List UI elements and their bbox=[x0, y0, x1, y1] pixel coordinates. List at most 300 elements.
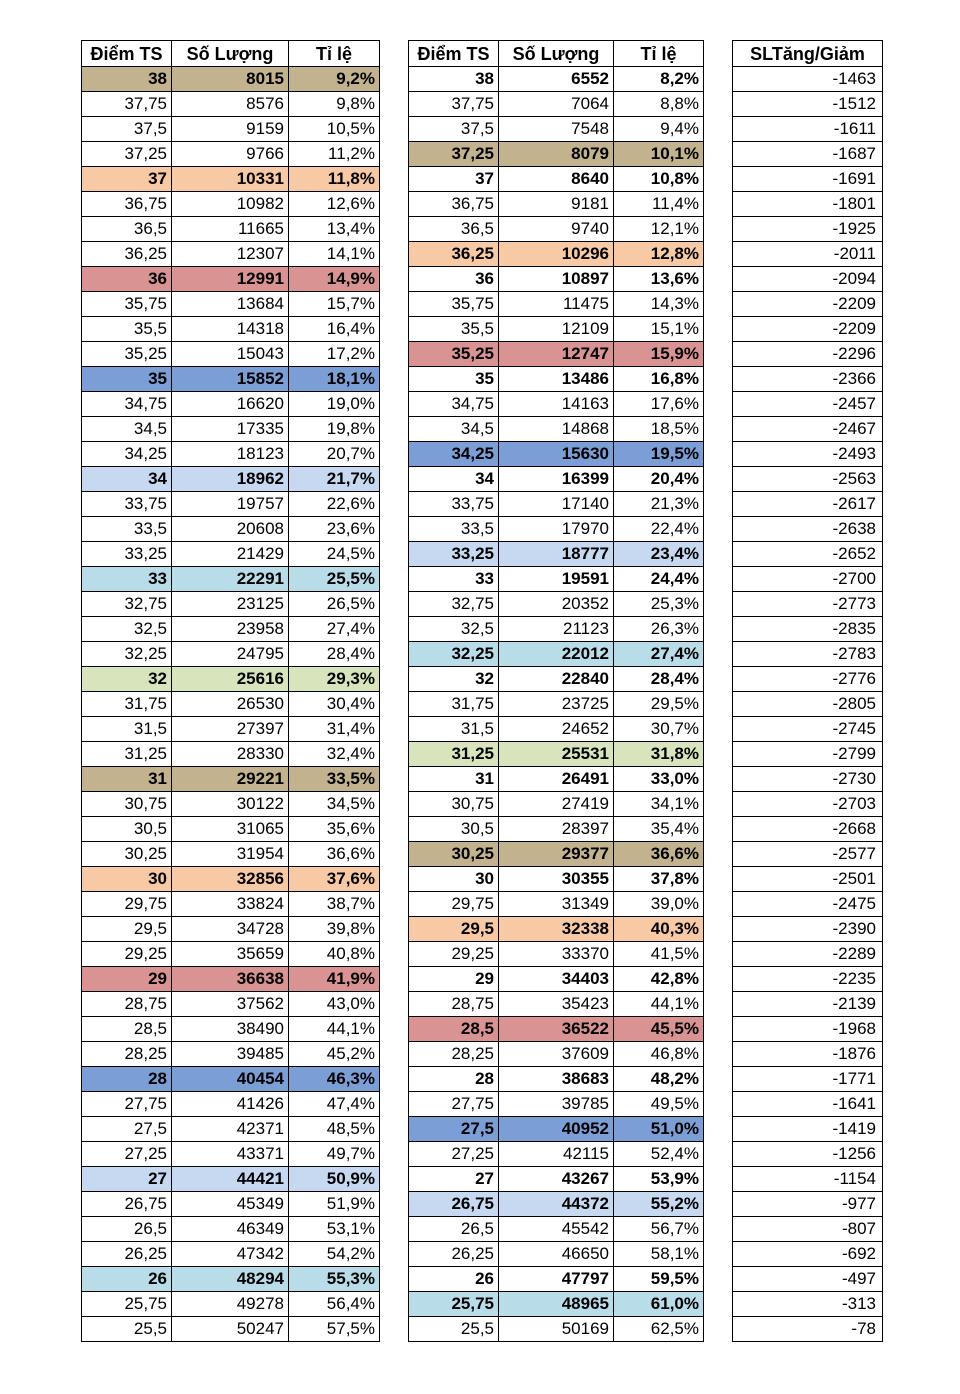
table-row bbox=[82, 417, 380, 442]
score-cell: 26 bbox=[409, 1267, 499, 1292]
count-cell: 39485 bbox=[172, 1042, 289, 1067]
table-row bbox=[409, 617, 704, 642]
table-row bbox=[733, 1092, 883, 1117]
table-row bbox=[733, 267, 883, 292]
table-row bbox=[409, 467, 704, 492]
table-row bbox=[733, 1217, 883, 1242]
count-cell: 30355 bbox=[499, 867, 614, 892]
table-row bbox=[82, 1042, 380, 1067]
table-row bbox=[82, 742, 380, 767]
count-cell: 12991 bbox=[172, 267, 289, 292]
count-cell: 8079 bbox=[499, 142, 614, 167]
ratio-cell: 59,5% bbox=[614, 1267, 704, 1292]
table-row bbox=[409, 892, 704, 917]
count-cell: 19591 bbox=[499, 567, 614, 592]
ratio-cell: 37,8% bbox=[614, 867, 704, 892]
ratio-cell: 9,8% bbox=[289, 92, 380, 117]
table-row bbox=[733, 1017, 883, 1042]
table-row bbox=[733, 1292, 883, 1317]
score-cell: 34 bbox=[409, 467, 499, 492]
ratio-cell: 19,0% bbox=[289, 392, 380, 417]
table-row bbox=[733, 67, 883, 92]
score-cell: 34 bbox=[82, 467, 172, 492]
score-cell: 25,75 bbox=[82, 1292, 172, 1317]
ratio-cell: 16,4% bbox=[289, 317, 380, 342]
table-row bbox=[82, 1192, 380, 1217]
score-cell: 34,75 bbox=[82, 392, 172, 417]
table-row bbox=[409, 67, 704, 92]
table-row bbox=[82, 892, 380, 917]
ratio-cell: 26,3% bbox=[614, 617, 704, 642]
ratio-cell: 25,3% bbox=[614, 592, 704, 617]
table-row bbox=[733, 542, 883, 567]
count-cell: 35423 bbox=[499, 992, 614, 1017]
ratio-cell: 17,6% bbox=[614, 392, 704, 417]
score-cell: 26,5 bbox=[409, 1217, 499, 1242]
count-cell: 50247 bbox=[172, 1317, 289, 1342]
ratio-cell: 29,5% bbox=[614, 692, 704, 717]
score-cell: 36,75 bbox=[409, 192, 499, 217]
count-cell: 27419 bbox=[499, 792, 614, 817]
table-row bbox=[409, 1067, 704, 1092]
header-count: Số Lượng bbox=[499, 41, 614, 67]
ratio-cell: 25,5% bbox=[289, 567, 380, 592]
count-cell: 16399 bbox=[499, 467, 614, 492]
score-cell: 33 bbox=[82, 567, 172, 592]
count-cell: 37562 bbox=[172, 992, 289, 1017]
count-cell: 38490 bbox=[172, 1017, 289, 1042]
change-cell: -2730 bbox=[733, 767, 883, 792]
table-row bbox=[733, 1317, 883, 1342]
score-cell: 34,25 bbox=[82, 442, 172, 467]
count-cell: 40952 bbox=[499, 1117, 614, 1142]
count-cell: 17140 bbox=[499, 492, 614, 517]
header-score: Điểm TS bbox=[82, 41, 172, 67]
change-cell: -2835 bbox=[733, 617, 883, 642]
ratio-cell: 22,6% bbox=[289, 492, 380, 517]
table-row bbox=[82, 1317, 380, 1342]
count-cell: 44372 bbox=[499, 1192, 614, 1217]
score-cell: 31,5 bbox=[409, 717, 499, 742]
ratio-cell: 46,3% bbox=[289, 1067, 380, 1092]
count-cell: 21123 bbox=[499, 617, 614, 642]
change-cell: -1876 bbox=[733, 1042, 883, 1067]
count-cell: 6552 bbox=[499, 67, 614, 92]
ratio-cell: 45,2% bbox=[289, 1042, 380, 1067]
table-row bbox=[82, 767, 380, 792]
table-row bbox=[409, 317, 704, 342]
table-row bbox=[82, 1267, 380, 1292]
table-row bbox=[409, 1167, 704, 1192]
table-row bbox=[82, 592, 380, 617]
change-cell: -78 bbox=[733, 1317, 883, 1342]
ratio-cell: 47,4% bbox=[289, 1092, 380, 1117]
score-cell: 33,75 bbox=[409, 492, 499, 517]
count-cell: 43267 bbox=[499, 1167, 614, 1192]
table-row bbox=[409, 1242, 704, 1267]
ratio-cell: 18,1% bbox=[289, 367, 380, 392]
table-row bbox=[82, 1067, 380, 1092]
ratio-cell: 61,0% bbox=[614, 1292, 704, 1317]
score-cell: 29,25 bbox=[82, 942, 172, 967]
table-row bbox=[733, 817, 883, 842]
ratio-cell: 14,9% bbox=[289, 267, 380, 292]
change-cell: -2617 bbox=[733, 492, 883, 517]
count-cell: 17335 bbox=[172, 417, 289, 442]
score-cell: 35,25 bbox=[409, 342, 499, 367]
table-body bbox=[733, 67, 883, 1342]
table-row bbox=[409, 1217, 704, 1242]
count-cell: 36522 bbox=[499, 1017, 614, 1042]
score-cell: 26,75 bbox=[409, 1192, 499, 1217]
ratio-cell: 39,0% bbox=[614, 892, 704, 917]
score-cell: 36,25 bbox=[82, 242, 172, 267]
count-cell: 26491 bbox=[499, 767, 614, 792]
table-row bbox=[733, 917, 883, 942]
table-row bbox=[82, 1292, 380, 1317]
score-cell: 32,75 bbox=[82, 592, 172, 617]
change-cell: -692 bbox=[733, 1242, 883, 1267]
change-cell: -2799 bbox=[733, 742, 883, 767]
count-cell: 48965 bbox=[499, 1292, 614, 1317]
change-cell: -2700 bbox=[733, 567, 883, 592]
table-row bbox=[82, 992, 380, 1017]
ratio-cell: 10,5% bbox=[289, 117, 380, 142]
ratio-cell: 11,2% bbox=[289, 142, 380, 167]
score-cell: 36,5 bbox=[409, 217, 499, 242]
score-cell: 26,75 bbox=[82, 1192, 172, 1217]
score-cell: 36,5 bbox=[82, 217, 172, 242]
count-cell: 9159 bbox=[172, 117, 289, 142]
score-cell: 32 bbox=[82, 667, 172, 692]
ratio-cell: 57,5% bbox=[289, 1317, 380, 1342]
count-cell: 34403 bbox=[499, 967, 614, 992]
table-row bbox=[82, 392, 380, 417]
header-row bbox=[409, 41, 704, 67]
ratio-cell: 13,4% bbox=[289, 217, 380, 242]
ratio-cell: 27,4% bbox=[614, 642, 704, 667]
score-cell: 37,75 bbox=[409, 92, 499, 117]
ratio-cell: 33,0% bbox=[614, 767, 704, 792]
score-cell: 27,75 bbox=[82, 1092, 172, 1117]
ratio-cell: 58,1% bbox=[614, 1242, 704, 1267]
count-cell: 26530 bbox=[172, 692, 289, 717]
ratio-cell: 50,9% bbox=[289, 1167, 380, 1192]
header-row bbox=[82, 41, 380, 67]
table-row bbox=[82, 567, 380, 592]
table-row bbox=[82, 1242, 380, 1267]
score-cell: 31,5 bbox=[82, 717, 172, 742]
table-row bbox=[733, 417, 883, 442]
ratio-cell: 10,1% bbox=[614, 142, 704, 167]
score-cell: 32,5 bbox=[409, 617, 499, 642]
count-cell: 24795 bbox=[172, 642, 289, 667]
score-table-1 bbox=[81, 40, 380, 1342]
table-row bbox=[733, 1042, 883, 1067]
score-cell: 33,5 bbox=[82, 517, 172, 542]
ratio-cell: 40,8% bbox=[289, 942, 380, 967]
change-cell: -2577 bbox=[733, 842, 883, 867]
table-row bbox=[409, 742, 704, 767]
score-cell: 29 bbox=[82, 967, 172, 992]
count-cell: 12307 bbox=[172, 242, 289, 267]
count-cell: 18123 bbox=[172, 442, 289, 467]
header-change: SLTăng/Giảm bbox=[733, 41, 883, 67]
score-cell: 28,25 bbox=[82, 1042, 172, 1067]
count-cell: 10296 bbox=[499, 242, 614, 267]
table-row bbox=[409, 592, 704, 617]
table-row bbox=[733, 367, 883, 392]
ratio-cell: 36,6% bbox=[614, 842, 704, 867]
table-row bbox=[409, 517, 704, 542]
table-row bbox=[409, 817, 704, 842]
change-cell: -1512 bbox=[733, 92, 883, 117]
count-cell: 23958 bbox=[172, 617, 289, 642]
change-cell: -2390 bbox=[733, 917, 883, 942]
score-cell: 34,5 bbox=[409, 417, 499, 442]
score-cell: 37,5 bbox=[409, 117, 499, 142]
ratio-cell: 28,4% bbox=[614, 667, 704, 692]
score-cell: 30,75 bbox=[82, 792, 172, 817]
score-cell: 34,25 bbox=[409, 442, 499, 467]
table-row bbox=[733, 642, 883, 667]
score-cell: 33 bbox=[409, 567, 499, 592]
ratio-cell: 48,2% bbox=[614, 1067, 704, 1092]
table-row bbox=[733, 1267, 883, 1292]
ratio-cell: 39,8% bbox=[289, 917, 380, 942]
change-cell: -2457 bbox=[733, 392, 883, 417]
count-cell: 17970 bbox=[499, 517, 614, 542]
count-cell: 31065 bbox=[172, 817, 289, 842]
change-table bbox=[732, 40, 883, 1342]
count-cell: 35659 bbox=[172, 942, 289, 967]
table-row bbox=[733, 792, 883, 817]
ratio-cell: 17,2% bbox=[289, 342, 380, 367]
change-cell: -2296 bbox=[733, 342, 883, 367]
change-cell: -2235 bbox=[733, 967, 883, 992]
ratio-cell: 21,3% bbox=[614, 492, 704, 517]
table-row bbox=[409, 642, 704, 667]
table-row bbox=[82, 642, 380, 667]
count-cell: 15630 bbox=[499, 442, 614, 467]
table-row bbox=[82, 192, 380, 217]
table-row bbox=[409, 192, 704, 217]
count-cell: 32856 bbox=[172, 867, 289, 892]
ratio-cell: 53,1% bbox=[289, 1217, 380, 1242]
table-row bbox=[409, 567, 704, 592]
score-cell: 30 bbox=[409, 867, 499, 892]
count-cell: 19757 bbox=[172, 492, 289, 517]
count-cell: 41426 bbox=[172, 1092, 289, 1117]
count-cell: 42115 bbox=[499, 1142, 614, 1167]
ratio-cell: 11,8% bbox=[289, 167, 380, 192]
ratio-cell: 42,8% bbox=[614, 967, 704, 992]
table-row bbox=[82, 667, 380, 692]
ratio-cell: 14,1% bbox=[289, 242, 380, 267]
score-cell: 36 bbox=[409, 267, 499, 292]
count-cell: 25531 bbox=[499, 742, 614, 767]
score-cell: 33,5 bbox=[409, 517, 499, 542]
table-row bbox=[82, 492, 380, 517]
score-cell: 31 bbox=[82, 767, 172, 792]
ratio-cell: 8,2% bbox=[614, 67, 704, 92]
count-cell: 33824 bbox=[172, 892, 289, 917]
count-cell: 31349 bbox=[499, 892, 614, 917]
ratio-cell: 31,8% bbox=[614, 742, 704, 767]
table-row bbox=[82, 67, 380, 92]
change-cell: -1925 bbox=[733, 217, 883, 242]
count-cell: 14868 bbox=[499, 417, 614, 442]
count-cell: 20608 bbox=[172, 517, 289, 542]
score-cell: 33,25 bbox=[409, 542, 499, 567]
score-cell: 33,25 bbox=[82, 542, 172, 567]
score-cell: 30,5 bbox=[409, 817, 499, 842]
table-row bbox=[733, 1242, 883, 1267]
table-row bbox=[409, 1117, 704, 1142]
count-cell: 40454 bbox=[172, 1067, 289, 1092]
count-cell: 21429 bbox=[172, 542, 289, 567]
table-row bbox=[733, 567, 883, 592]
score-cell: 36,75 bbox=[82, 192, 172, 217]
table-row bbox=[733, 317, 883, 342]
table-row bbox=[82, 1167, 380, 1192]
score-cell: 25,5 bbox=[82, 1317, 172, 1342]
score-cell: 26,25 bbox=[82, 1242, 172, 1267]
ratio-cell: 34,1% bbox=[614, 792, 704, 817]
ratio-cell: 38,7% bbox=[289, 892, 380, 917]
ratio-cell: 62,5% bbox=[614, 1317, 704, 1342]
change-cell: -1968 bbox=[733, 1017, 883, 1042]
score-cell: 30,75 bbox=[409, 792, 499, 817]
count-cell: 47342 bbox=[172, 1242, 289, 1267]
count-cell: 8640 bbox=[499, 167, 614, 192]
ratio-cell: 23,6% bbox=[289, 517, 380, 542]
table-row bbox=[409, 217, 704, 242]
count-cell: 13684 bbox=[172, 292, 289, 317]
ratio-cell: 41,9% bbox=[289, 967, 380, 992]
table-row bbox=[733, 667, 883, 692]
count-cell: 45542 bbox=[499, 1217, 614, 1242]
count-cell: 10982 bbox=[172, 192, 289, 217]
ratio-cell: 16,8% bbox=[614, 367, 704, 392]
change-cell: -977 bbox=[733, 1192, 883, 1217]
table-row bbox=[82, 917, 380, 942]
table-row bbox=[82, 792, 380, 817]
score-cell: 28,75 bbox=[82, 992, 172, 1017]
table-row bbox=[82, 717, 380, 742]
change-cell: -2289 bbox=[733, 942, 883, 967]
table-row bbox=[733, 442, 883, 467]
table-row bbox=[409, 792, 704, 817]
ratio-cell: 14,3% bbox=[614, 292, 704, 317]
table-row bbox=[82, 1217, 380, 1242]
ratio-cell: 55,3% bbox=[289, 1267, 380, 1292]
table-row bbox=[409, 1292, 704, 1317]
change-cell: -1801 bbox=[733, 192, 883, 217]
count-cell: 9766 bbox=[172, 142, 289, 167]
table-row bbox=[733, 1167, 883, 1192]
table-row bbox=[733, 942, 883, 967]
count-cell: 43371 bbox=[172, 1142, 289, 1167]
count-cell: 37609 bbox=[499, 1042, 614, 1067]
count-cell: 14163 bbox=[499, 392, 614, 417]
score-cell: 29,5 bbox=[82, 917, 172, 942]
table-row bbox=[409, 917, 704, 942]
score-cell: 28,5 bbox=[409, 1017, 499, 1042]
count-cell: 11665 bbox=[172, 217, 289, 242]
score-cell: 35,5 bbox=[82, 317, 172, 342]
score-cell: 28 bbox=[82, 1067, 172, 1092]
table-row bbox=[733, 517, 883, 542]
count-cell: 18962 bbox=[172, 467, 289, 492]
table-row bbox=[82, 242, 380, 267]
table-row bbox=[82, 1017, 380, 1042]
score-cell: 29,75 bbox=[409, 892, 499, 917]
table-row bbox=[409, 117, 704, 142]
table-row bbox=[409, 1142, 704, 1167]
count-cell: 7064 bbox=[499, 92, 614, 117]
table-row bbox=[733, 842, 883, 867]
count-cell: 10331 bbox=[172, 167, 289, 192]
count-cell: 29377 bbox=[499, 842, 614, 867]
change-cell: -2475 bbox=[733, 892, 883, 917]
count-cell: 13486 bbox=[499, 367, 614, 392]
score-cell: 29,75 bbox=[82, 892, 172, 917]
table-row bbox=[82, 342, 380, 367]
change-cell: -2783 bbox=[733, 642, 883, 667]
score-cell: 30,25 bbox=[82, 842, 172, 867]
table-row bbox=[82, 517, 380, 542]
table-row bbox=[409, 492, 704, 517]
table-row bbox=[409, 167, 704, 192]
table-row bbox=[409, 1267, 704, 1292]
table-body bbox=[409, 67, 704, 1342]
ratio-cell: 56,4% bbox=[289, 1292, 380, 1317]
change-cell: -2563 bbox=[733, 467, 883, 492]
score-cell: 31,75 bbox=[409, 692, 499, 717]
ratio-cell: 18,5% bbox=[614, 417, 704, 442]
change-cell: -1687 bbox=[733, 142, 883, 167]
count-cell: 14318 bbox=[172, 317, 289, 342]
count-cell: 7548 bbox=[499, 117, 614, 142]
table-row bbox=[733, 742, 883, 767]
table-row bbox=[733, 717, 883, 742]
change-cell: -2703 bbox=[733, 792, 883, 817]
count-cell: 28330 bbox=[172, 742, 289, 767]
ratio-cell: 54,2% bbox=[289, 1242, 380, 1267]
ratio-cell: 51,0% bbox=[614, 1117, 704, 1142]
score-cell: 35 bbox=[409, 367, 499, 392]
count-cell: 30122 bbox=[172, 792, 289, 817]
score-cell: 35 bbox=[82, 367, 172, 392]
score-cell: 27,25 bbox=[409, 1142, 499, 1167]
ratio-cell: 12,6% bbox=[289, 192, 380, 217]
table-row bbox=[409, 92, 704, 117]
ratio-cell: 9,2% bbox=[289, 67, 380, 92]
table-row bbox=[409, 842, 704, 867]
score-cell: 30,5 bbox=[82, 817, 172, 842]
score-cell: 37 bbox=[82, 167, 172, 192]
ratio-cell: 22,4% bbox=[614, 517, 704, 542]
score-cell: 35,75 bbox=[82, 292, 172, 317]
count-cell: 22840 bbox=[499, 667, 614, 692]
score-cell: 36,25 bbox=[409, 242, 499, 267]
change-cell: -2773 bbox=[733, 592, 883, 617]
table-row bbox=[82, 92, 380, 117]
ratio-cell: 49,7% bbox=[289, 1142, 380, 1167]
count-cell: 28397 bbox=[499, 817, 614, 842]
count-cell: 12747 bbox=[499, 342, 614, 367]
